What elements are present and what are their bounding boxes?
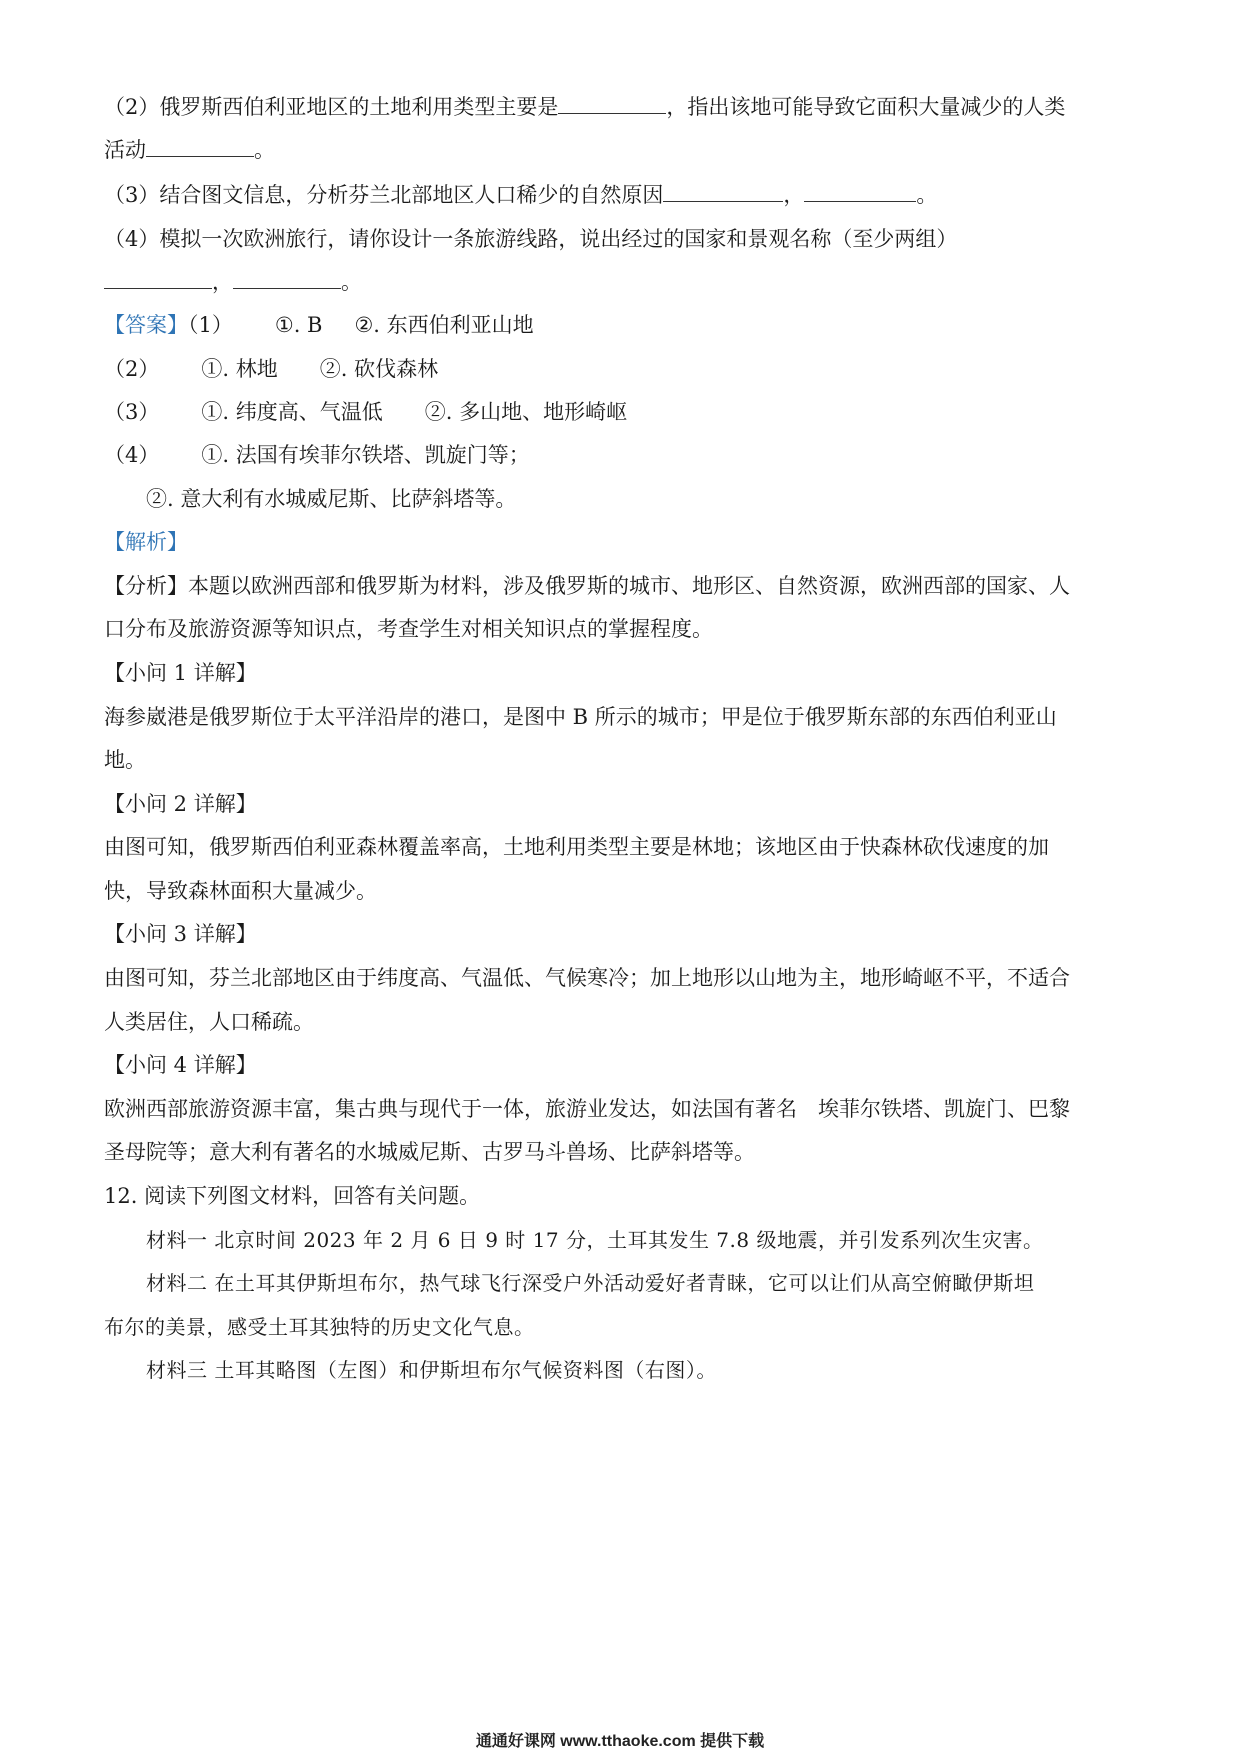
answer-item: ①. 林地 bbox=[201, 357, 278, 381]
q3-line bbox=[104, 180, 937, 210]
sub3-line2 bbox=[104, 1007, 314, 1037]
q12-material-2-line2 bbox=[104, 1312, 535, 1342]
sub1-line2 bbox=[104, 745, 146, 775]
answer-blank bbox=[558, 93, 666, 114]
sub2-line1 bbox=[104, 832, 1049, 862]
sub3-line1 bbox=[104, 963, 1070, 993]
section-heading: 【小问 4 详解】 bbox=[104, 1053, 257, 1077]
question-title: 12. 阅读下列图文材料，回答有关问题。 bbox=[104, 1184, 481, 1208]
answer-item: ②. 意大利有水城威尼斯、比萨斜塔等。 bbox=[146, 487, 517, 511]
answer-num: （2） bbox=[104, 357, 160, 381]
q2-text-c: 活动 bbox=[104, 138, 146, 162]
q4-sep: ， bbox=[212, 270, 233, 294]
answer-row-2 bbox=[104, 354, 438, 384]
paragraph-text: 口分布及旅游资源等知识点，考查学生对相关知识点的掌握程度。 bbox=[104, 617, 713, 641]
answer-tag: 【答案】 bbox=[104, 313, 188, 337]
paragraph-text: 由图可知，俄罗斯西伯利亚森林覆盖率高，土地利用类型主要是林地；该地区由于快森林砍伐速度的加 bbox=[104, 835, 1049, 859]
answer-item: ②. 多山地、地形崎岖 bbox=[424, 400, 628, 424]
section-heading: 【小问 3 详解】 bbox=[104, 922, 257, 946]
q4-line2 bbox=[104, 267, 362, 297]
answer-item: ②. 砍伐森林 bbox=[319, 357, 439, 381]
answer-row-3 bbox=[104, 397, 627, 427]
answer-num: （4） bbox=[104, 443, 160, 467]
answer-blank bbox=[804, 181, 916, 202]
paragraph-text: 【分析】本题以欧洲西部和俄罗斯为材料，涉及俄罗斯的城市、地形区、自然资源，欧洲西部的国家、人 bbox=[104, 574, 1070, 598]
answer-blank bbox=[663, 181, 783, 202]
section-heading: 【小问 1 详解】 bbox=[104, 661, 257, 685]
q12-title bbox=[104, 1181, 480, 1211]
q4-text: （4）模拟一次欧洲旅行，请你设计一条旅游线路，说出经过的国家和景观名称（至少两组） bbox=[104, 227, 958, 251]
q12-material-2-line1 bbox=[146, 1268, 1034, 1298]
paragraph-text: 海参崴港是俄罗斯位于太平洋沿岸的港口，是图中 B 所示的城市；甲是位于俄罗斯东部的东西伯利亚山 bbox=[104, 705, 1057, 729]
answer-row-4b bbox=[146, 484, 516, 514]
answer-blank bbox=[146, 136, 254, 157]
answer-blank bbox=[104, 268, 212, 289]
q12-material-1 bbox=[146, 1225, 1043, 1255]
page-footer: 通通好课网 www.tthaoke.com 提供下载 bbox=[475, 1733, 765, 1750]
sub2-title bbox=[104, 789, 257, 819]
sub2-line2 bbox=[104, 876, 377, 906]
analysis-fenxi-2 bbox=[104, 614, 713, 644]
paragraph-text: 人类居住，人口稀疏。 bbox=[104, 1010, 314, 1034]
q2-line2 bbox=[104, 135, 275, 165]
paragraph-text: 由图可知，芬兰北部地区由于纬度高、气温低、气候寒冷；加上地形以山地为主，地形崎岖不平，不适合 bbox=[104, 966, 1070, 990]
q2-text-d: 。 bbox=[254, 138, 275, 162]
q2-line1 bbox=[104, 92, 1065, 122]
paragraph-text: 快，导致森林面积大量减少。 bbox=[104, 879, 377, 903]
paragraph-text: 欧洲西部旅游资源丰富，集古典与现代于一体，旅游业发达，如法国有著名 埃菲尔铁塔、凯旋门、巴黎 bbox=[104, 1097, 1070, 1121]
answer-item: ①. B bbox=[274, 313, 323, 337]
answer-item: ②. 东西伯利亚山地 bbox=[354, 313, 534, 337]
material-text: 材料一 北京时间 2023 年 2 月 6 日 9 时 17 分，土耳其发生 7.8 级地震，并引发系列次生灾害。 bbox=[146, 1228, 1044, 1252]
q4-line1 bbox=[104, 224, 957, 254]
q2-text-b: ，指出该地可能导致它面积大量减少的人类 bbox=[666, 95, 1066, 119]
q4-end: 。 bbox=[341, 270, 362, 294]
answer-blank bbox=[233, 268, 341, 289]
sub4-title bbox=[104, 1050, 257, 1080]
answer-row-4 bbox=[104, 440, 530, 470]
answer-row-1 bbox=[104, 310, 534, 340]
answer-num: （1） bbox=[188, 313, 233, 337]
material-text: 材料二 在土耳其伊斯坦布尔，热气球飞行深受户外活动爱好者青睐，它可以让们从高空俯瞰伊斯坦 bbox=[146, 1271, 1035, 1295]
answer-item: ①. 法国有埃菲尔铁塔、凯旋门等； bbox=[201, 443, 530, 467]
sub1-line1 bbox=[104, 702, 1057, 732]
answer-num: （3） bbox=[104, 400, 160, 424]
material-text: 布尔的美景，感受土耳其独特的历史文化气息。 bbox=[104, 1315, 535, 1339]
sub1-title bbox=[104, 658, 257, 688]
q2-text-a: （2）俄罗斯西伯利亚地区的土地利用类型主要是 bbox=[104, 95, 559, 119]
material-text: 材料三 土耳其略图（左图）和伊斯坦布尔气候资料图（右图）。 bbox=[146, 1358, 717, 1382]
q3-text: （3）结合图文信息，分析芬兰北部地区人口稀少的自然原因 bbox=[104, 183, 664, 207]
sub3-title bbox=[104, 919, 257, 949]
sub4-line1 bbox=[104, 1094, 1070, 1124]
sub4-line2 bbox=[104, 1137, 755, 1167]
q12-material-3 bbox=[146, 1355, 717, 1385]
analysis-tag: 【解析】 bbox=[104, 530, 188, 554]
paragraph-text: 地。 bbox=[104, 748, 146, 772]
analysis-tag-line bbox=[104, 527, 188, 557]
answer-item: ①. 纬度高、气温低 bbox=[201, 400, 383, 424]
paragraph-text: 圣母院等；意大利有著名的水城威尼斯、古罗马斗兽场、比萨斜塔等。 bbox=[104, 1140, 755, 1164]
section-heading: 【小问 2 详解】 bbox=[104, 792, 257, 816]
analysis-fenxi-1 bbox=[104, 571, 1070, 601]
q3-end: 。 bbox=[916, 183, 938, 207]
q3-sep: ， bbox=[783, 183, 805, 207]
